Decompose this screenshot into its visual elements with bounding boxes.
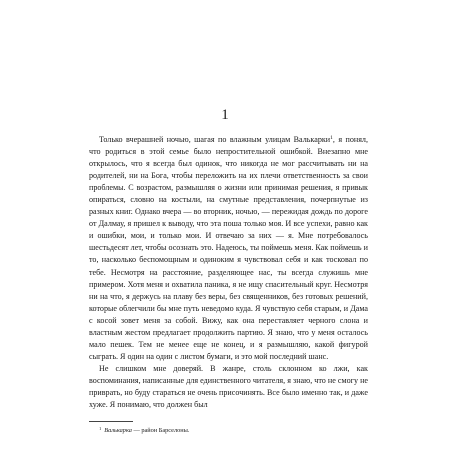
chapter-number: 1: [221, 107, 229, 123]
paragraph-1-text-start: Только вчерашней ночью, шагая по влажным улицам Валькарки: [99, 135, 331, 144]
paragraph-1: [89, 134, 368, 363]
paragraph-2: [89, 363, 368, 411]
paragraph-1-text-end: , я понял, что родиться в этой семье было непростительной ошибкой. Внезапно мне открылось, что я всегда был одинок, что никогда не мог рассчитывать ни на родителей, ни на Бога, чтобы переложить на их плечи ответственность за свои проблемы. С возрастом, размышляя о жизни или принимая решения, я привык опираться, словно на костыли, на смутные представления, почерпнутые из разных книг. Однако вчера — во вторник, ночью, — пережидая дождь по дороге от Далмау, я пришел к выводу, что эта поша только моя. И все успехи, равно как и ошибки, мои, и только мои. И отвечаю за них — я. Мне потребовалось шестьдесят лет, чтобы осознать это. Надеюсь, ты поймешь меня. Как поймешь и то, насколько беспомощным и одиноким я чувствовал себя и как тосковал по тебе. Несмотря на расстояние, разделяющее нас, ты всегда служишь мне примером. Хотя меня и охватила паника, я не ищу спасительный круг. Несмотря ни на что, я держусь на плаву без веры, без священников, без готовых решений, которые облегчили бы мне путь неведомо куда. Я чувствую себя старым, и Дама с косой зовет меня за собой. Вижу, как она переставляет черного слона и властным жестом предлагает продолжить партию. Я знаю, что у меня осталось мало пешек. Тем не менее еще не конец, и я размышляю, какой фигурой сыграть. Я один на один с листом бумаги, и это мой последний шанс.: [89, 135, 368, 361]
footnote-term: Валькарка: [104, 427, 132, 434]
footnote-text: — район Барселоны.: [131, 427, 190, 434]
body-text: [89, 134, 368, 411]
footnote-reference[interactable]: 1: [330, 135, 333, 141]
paragraph-2-text: Не слишком мне доверяй. В жанре, столь склонном ко лжи, как воспоминания, написанные для единственного читателя, я знаю, что не смогу не приврать, но буду стараться не очень присочинять. Все было именно так, и даже хуже. Я понимаю, что должен был: [89, 363, 368, 410]
footnote-separator: [89, 421, 133, 422]
footnote-mark: 1: [99, 426, 102, 431]
footnote: [99, 425, 368, 435]
